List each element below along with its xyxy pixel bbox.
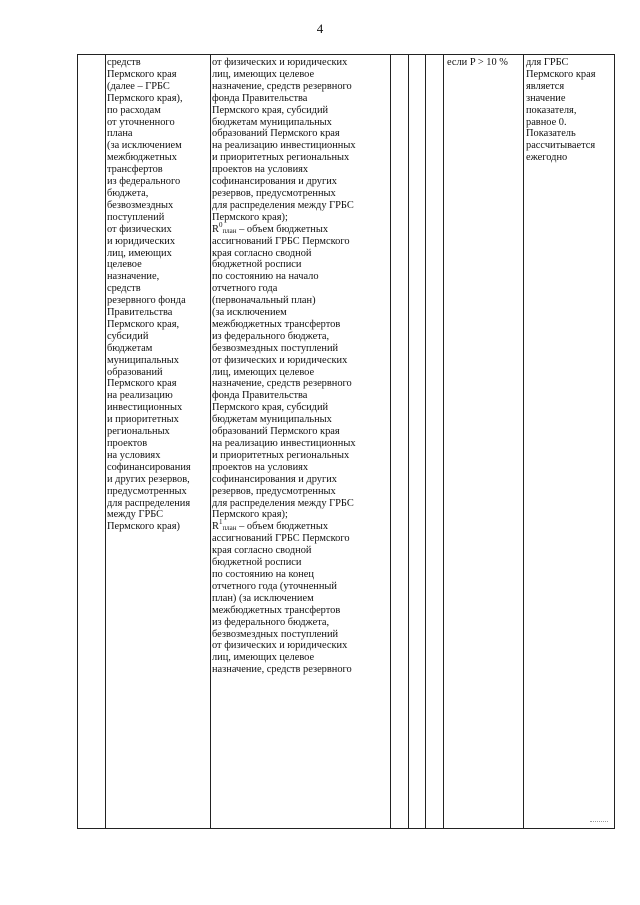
column-border <box>210 55 211 828</box>
text-line: региональных <box>107 426 170 438</box>
text-line: лиц, имеющих целевое <box>212 366 315 378</box>
text-line: образований Пермского края <box>212 426 340 438</box>
text-line: и приоритетных региональных <box>212 152 350 164</box>
text-line: назначение, <box>107 271 160 283</box>
variable-subscript: план <box>222 226 237 235</box>
text-line: и приоритетных <box>107 414 179 426</box>
text-line: межбюджетных <box>107 152 177 164</box>
text-line: для распределения между ГРБС <box>212 497 354 509</box>
text-line: на реализацию <box>107 390 173 402</box>
text-line: (первоначальный план) <box>212 295 316 307</box>
text-line: поступлений <box>107 211 165 223</box>
text-line: бюджетам муниципальных <box>212 414 332 426</box>
text-line: образований Пермского края <box>212 128 340 140</box>
text-line: бюджетам муниципальных <box>212 116 332 128</box>
text-line: Пермского края); <box>212 211 288 223</box>
text-line: Пермского края) <box>107 521 180 533</box>
text-line: лиц, имеющих <box>107 247 172 259</box>
text-line: инвестиционных <box>107 402 183 414</box>
text-line: проектов на условиях <box>212 461 309 473</box>
text-line: лиц, имеющих целевое <box>212 652 315 664</box>
text-line: резервного фонда <box>107 295 186 307</box>
text-line: Пермского края <box>107 378 177 390</box>
text-line: назначение, средств резервного <box>212 378 352 390</box>
text-line: на условиях <box>107 449 161 461</box>
text-line: межбюджетных трансфертов <box>212 604 341 616</box>
column-border <box>443 55 444 828</box>
text-line: по состоянию на начало <box>212 271 319 283</box>
text-line: назначение, средств резервного <box>212 664 352 676</box>
column-border <box>614 55 615 828</box>
text-line: из федерального бюджета, <box>212 330 330 342</box>
text-line: ассигнований ГРБС Пермского <box>212 533 350 545</box>
text-line: Пермского края, <box>107 318 180 330</box>
text-line: по состоянию на конец <box>212 568 314 580</box>
text-line: из федерального <box>107 176 181 188</box>
text-line: образований <box>107 366 163 378</box>
text-line: из федерального бюджета, <box>212 616 330 628</box>
text-line: муниципальных <box>107 354 179 366</box>
column-border <box>77 55 78 828</box>
page-number: 4 <box>316 21 324 36</box>
text-line: проектов на условиях <box>212 164 309 176</box>
indicator-cell <box>107 57 191 533</box>
variable-subscript: план <box>222 524 237 533</box>
text-line: Пермского края <box>526 68 596 80</box>
scan-mark <box>590 821 608 823</box>
formula-variable-line <box>212 220 356 236</box>
text-line: и юридических <box>107 235 176 247</box>
text-line: отчетного года (уточненный <box>212 580 337 592</box>
text-line: бюджетной росписи <box>212 557 302 569</box>
condition-text: если P > 10 % <box>447 57 508 68</box>
text-line: целевое <box>107 259 142 271</box>
text-line: трансфертов <box>107 164 163 176</box>
formula-cell <box>212 57 356 676</box>
variable-symbol: R <box>212 223 219 235</box>
text-line: отчетного года <box>212 283 278 295</box>
variable-description: – объем бюджетных <box>236 223 329 235</box>
text-line: плана <box>107 128 133 140</box>
text-line: план) (за исключением <box>212 592 314 604</box>
text-line: Пермского края <box>107 68 177 80</box>
text-line: по расходам <box>107 104 161 116</box>
column-border <box>408 55 409 828</box>
text-line: для ГРБС <box>526 57 569 68</box>
text-line: на реализацию инвестиционных <box>212 140 356 152</box>
column-border <box>390 55 391 828</box>
text-line: для распределения <box>107 497 191 509</box>
text-line: и других резервов, <box>107 473 190 485</box>
text-line: от физических и юридических <box>212 354 348 366</box>
text-line: предусмотренных <box>107 485 187 497</box>
text-line: софинансирования и других <box>212 473 337 485</box>
text-line: Пермского края, субсидий <box>212 402 329 414</box>
variable-symbol: R <box>212 521 219 533</box>
formula-variable-line <box>212 518 356 533</box>
text-line: бюджета, <box>107 187 149 199</box>
text-line: края согласно сводной <box>212 545 312 557</box>
text-line: Показатель <box>526 128 576 140</box>
column-border <box>523 55 524 828</box>
text-line: Пермского края); <box>212 509 288 521</box>
text-line: значение <box>526 92 566 104</box>
text-line: и приоритетных региональных <box>212 449 350 461</box>
text-line: показателя, <box>526 104 577 116</box>
text-line: (за исключением <box>107 140 182 152</box>
text-line: на реализацию инвестиционных <box>212 438 356 449</box>
variable-superscript: 0 <box>218 220 223 229</box>
variable-description: – объем бюджетных <box>236 521 329 533</box>
text-line: равное 0. <box>526 116 567 128</box>
text-line: ежегодно <box>526 152 568 164</box>
text-line: от физических и юридических <box>212 57 348 68</box>
text-line: (за исключением <box>212 307 287 319</box>
text-line: является <box>526 80 565 92</box>
text-line: фонда Правительства <box>212 92 308 104</box>
column-border <box>105 55 106 828</box>
text-line: резервов, предусмотренных <box>212 187 336 199</box>
text-line: фонда Правительства <box>212 390 308 402</box>
column-border <box>425 55 426 828</box>
variable-superscript: 1 <box>218 518 223 527</box>
text-line: Пермского края, субсидий <box>212 104 329 116</box>
condition-cell <box>447 57 508 69</box>
text-line: ассигнований ГРБС Пермского <box>212 235 350 247</box>
text-line: Пермского края), <box>107 92 183 104</box>
text-line: рассчитывается <box>526 140 596 152</box>
note-cell <box>526 57 596 164</box>
text-line: софинансирования <box>107 461 191 473</box>
text-line: проектов <box>107 438 148 449</box>
text-line: межбюджетных трансфертов <box>212 318 341 330</box>
text-line: от физических и юридических <box>212 640 348 652</box>
text-line: края согласно сводной <box>212 247 312 259</box>
text-line: назначение, средств резервного <box>212 80 352 92</box>
text-line: от уточненного <box>107 116 175 128</box>
text-line: безвозмездных поступлений <box>212 342 339 354</box>
text-line: от физических <box>107 223 172 235</box>
text-line: безвозмездных <box>107 199 174 211</box>
text-line: субсидий <box>107 330 149 342</box>
text-line: безвозмездных поступлений <box>212 628 339 640</box>
text-line: средств <box>107 57 141 68</box>
text-line: (далее – ГРБС <box>107 80 170 92</box>
text-line: лиц, имеющих целевое <box>212 68 315 80</box>
text-line: софинансирования и других <box>212 176 337 188</box>
text-line: Правительства <box>107 307 173 319</box>
text-line: между ГРБС <box>107 509 164 521</box>
text-line: резервов, предусмотренных <box>212 485 336 497</box>
text-line: бюджетам <box>107 342 153 354</box>
text-line: для распределения между ГРБС <box>212 199 354 211</box>
text-line: бюджетной росписи <box>212 259 302 271</box>
text-line: средств <box>107 283 141 295</box>
criteria-table <box>77 54 615 829</box>
